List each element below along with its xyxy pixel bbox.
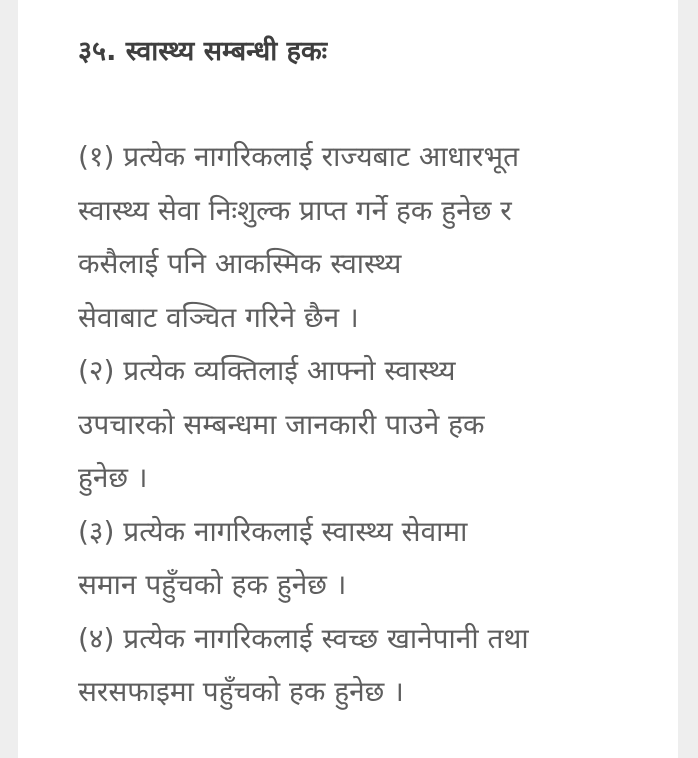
- clause-1-line-4: सेवाबाट वञ्चित गरिने छैन ।: [78, 300, 359, 334]
- clause-1-line-2: स्वास्थ्य सेवा निःशुल्क प्राप्त गर्ने हक हुनेछ र: [78, 193, 512, 227]
- clause-2-line-3: हुनेछ ।: [78, 461, 148, 494]
- clause-3-line-1: (३) प्रत्येक नागरिकलाई स्वास्थ्य सेवामा: [78, 514, 468, 548]
- clause-1-line-3: कसैलाई पनि आकस्मिक स्वास्थ्य: [78, 247, 402, 280]
- clause-3-line-2: समान पहुँचको हक हुनेछ ।: [78, 568, 347, 601]
- clause-4-line-2: सरसफाइमा पहुँचको हक हुनेछ ।: [78, 675, 404, 708]
- article-heading: ३५. स्वास्थ्य सम्बन्धी हकः: [78, 36, 328, 67]
- clause-2-line-2: उपचारको सम्बन्धमा जानकारी पाउने हक: [78, 407, 485, 441]
- article-content: [78, 22, 668, 719]
- clause-1-line-1: (१) प्रत्येक नागरिकलाई राज्यबाट आधारभूत: [78, 140, 520, 173]
- document-page: [18, 0, 678, 758]
- clause-4-line-1: (४) प्रत्येक नागरिकलाई स्वच्छ खानेपानी तथा: [78, 621, 529, 655]
- clause-2-line-1: (२) प्रत्येक व्यक्तिलाई आफ्नो स्वास्थ्य: [78, 354, 456, 387]
